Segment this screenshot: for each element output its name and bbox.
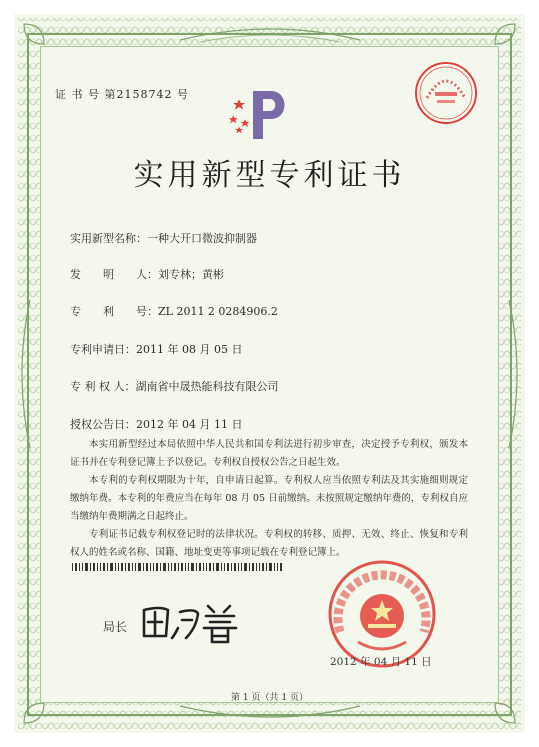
field-label: 专利申请日： [70, 343, 136, 356]
small-red-stamp-icon [413, 60, 479, 126]
field-label: 专 利 权 人： [70, 380, 136, 393]
field-value: 一种大开口微波抑制器 [147, 232, 257, 245]
certificate-number: 证 书 号 第2158742 号 [55, 88, 189, 101]
field-patentee [70, 378, 279, 394]
certificate-title: 实用新型专利证书 [133, 158, 406, 193]
director-signature-icon [138, 598, 248, 644]
field-label: 授权公告日： [70, 418, 136, 431]
field-value: 湖南省中晟热能科技有限公司 [135, 380, 279, 393]
body-paragraph-3: 专利证书记载专利权登记时的法律状况。专利权的转移、质押、无效、终止、恢复和专利权人的姓名或名称、国籍、地址变更等事项记载在专利登记簿上。 [70, 529, 468, 558]
patent-office-logo-icon [227, 85, 297, 143]
barcode-icon [72, 563, 282, 571]
field-label: 发 明 人： [70, 268, 158, 281]
seal-date: 2012 年 04 月 11 日 [330, 656, 432, 668]
field-inventor [70, 266, 224, 282]
body-paragraph-2: 本专利的专利权期限为十年，自申请日起算。专利权人应当依照专利法及其实施细则规定缴纳年费。本专利的年费应当在每年 08 月 05 日前缴纳。未按照规定缴纳年费的，专利权自应当缴纳年费期满之日起终止。 [70, 475, 468, 522]
field-label: 实用新型名称： [70, 232, 147, 245]
field-value: 刘专林；黄彬 [158, 268, 224, 281]
director-label: 局长 [103, 620, 128, 634]
field-label: 专 利 号： [70, 305, 158, 318]
field-grant-date [70, 416, 242, 432]
field-filing-date [70, 341, 242, 357]
body-paragraph-1: 本实用新型经过本局依照中华人民共和国专利法进行初步审查，决定授予专利权，颁发本证书并在专利登记簿上予以登记。专利权自授权公告之日起生效。 [70, 439, 468, 468]
page-footer: 第 1 页（共 1 页） [231, 693, 308, 703]
field-utility-model-name [70, 230, 257, 246]
field-value: 2011 年 08 月 05 日 [136, 343, 243, 356]
field-patent-number [70, 303, 278, 319]
field-value: 2012 年 04 月 11 日 [136, 418, 243, 431]
body-text [70, 436, 468, 562]
field-value: ZL 2011 2 0284906.2 [158, 305, 278, 318]
state-ip-office-seal-icon [312, 560, 452, 668]
